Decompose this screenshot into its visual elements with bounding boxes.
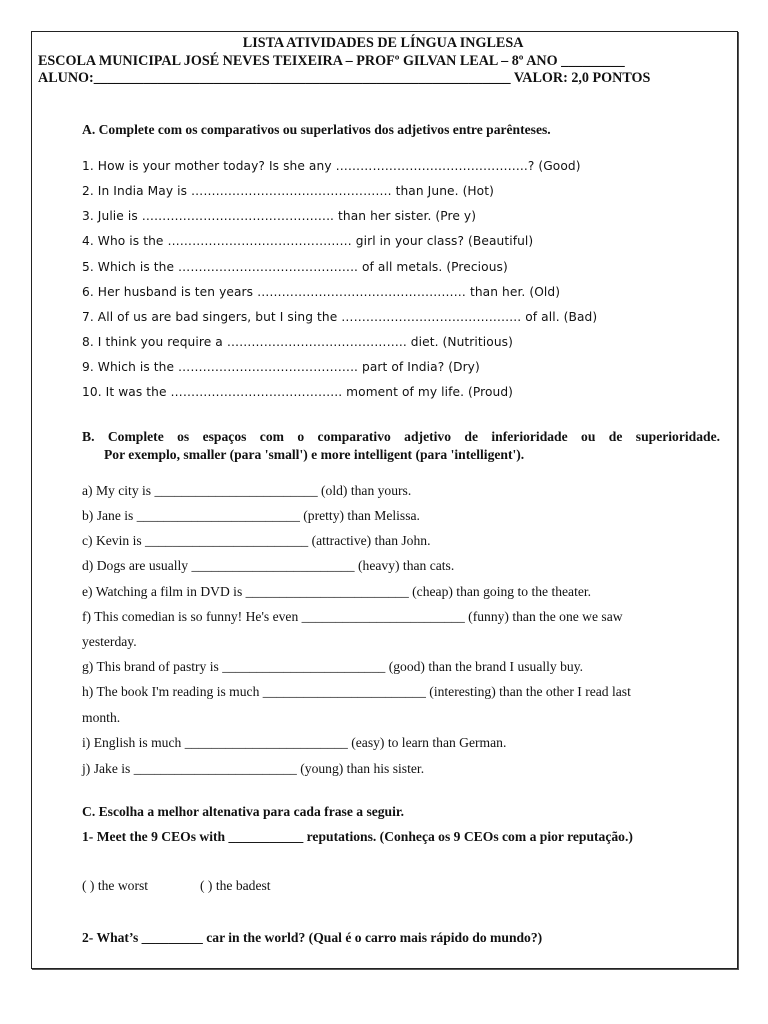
section-b-line-j: j) Jake is ________________________ (young) than his sister. bbox=[82, 761, 425, 776]
section-b-line-i: i) English is much ________________________ (easy) to learn than German. bbox=[82, 735, 507, 750]
section-c-title: C. Escolha a melhor altenativa para cada frase a seguir. bbox=[82, 804, 405, 819]
section-c-question-2: 2- What’s _________ car in the world? (Qual é o carro mais rápido do mundo?) bbox=[82, 930, 543, 945]
section-a-item-9: 9. Which is the …………………………………….. part of India? (Dry) bbox=[82, 360, 480, 374]
section-b-line-h: h) The book I'm reading is much ________________________ (interesting) than the other I read last bbox=[82, 684, 631, 699]
section-b-line-f: f) This comedian is so funny! He's even ________________________ (funny) than the one we saw bbox=[82, 609, 623, 624]
section-a-item-2: 2. In India May is …………………………………………. than June. (Hot) bbox=[82, 184, 494, 198]
section-a-item-8: 8. I think you require a …………………………………….. diet. (Nutritious) bbox=[82, 335, 513, 349]
section-a-item-5: 5. Which is the …………………………………….. of all metals. (Precious) bbox=[82, 260, 508, 274]
section-b-line-d: d) Dogs are usually ________________________ (heavy) than cats. bbox=[82, 558, 455, 573]
section-b-line-c: c) Kevin is ________________________ (attractive) than John. bbox=[82, 533, 431, 548]
section-b-title: B. Complete os espaços com o comparativo adjetivo de inferioridade ou de superioridade. bbox=[82, 429, 720, 444]
section-a-item-10: 10. It was the …………………………………... moment of my life. (Proud) bbox=[82, 385, 514, 399]
option-the-worst[interactable]: ( ) the worst bbox=[82, 878, 149, 893]
student-line: ALUNO:___________________________________________________________ VALOR: 2,0 PONTOS bbox=[38, 70, 651, 86]
section-a-item-3: 3. Julie is ……………………………………….. than her sister. (Pre y) bbox=[82, 209, 477, 223]
section-c-question-1: 1- Meet the 9 CEOs with ___________ reputations. (Conheça os 9 CEOs com a pior reputação.) bbox=[82, 829, 633, 844]
school-line: ESCOLA MUNICIPAL JOSÉ NEVES TEIXEIRA – PROFº GILVAN LEAL – 8º ANO _________ bbox=[38, 52, 625, 69]
section-a-item-1: 1. How is your mother today? Is she any ………………………………………..? (Good) bbox=[82, 159, 581, 173]
option-the-badest[interactable]: ( ) the badest bbox=[200, 878, 271, 893]
worksheet-header bbox=[38, 35, 731, 88]
section-a-item-4: 4. Who is the ……………………………………… girl in your class? (Beautiful) bbox=[82, 234, 534, 248]
section-b-line-f-cont: yesterday. bbox=[82, 634, 137, 649]
section-b-line-h-cont: month. bbox=[82, 710, 121, 725]
section-a-item-6: 6. Her husband is ten years …………………………………………… than her. (Old) bbox=[82, 285, 561, 299]
section-b-line-b: b) Jane is ________________________ (pretty) than Melissa. bbox=[82, 508, 420, 523]
section-a-title: A. Complete com os comparativos ou superlativos dos adjetivos entre parênteses. bbox=[82, 122, 551, 137]
section-a-item-7: 7. All of us are bad singers, but I sing the …………………………………….. of all. (Bad) bbox=[82, 310, 598, 324]
section-b-line-a: a) My city is ________________________ (old) than yours. bbox=[82, 483, 412, 498]
section-b-line-e: e) Watching a film in DVD is ________________________ (cheap) than going to the theater. bbox=[82, 584, 592, 599]
section-b-line-g: g) This brand of pastry is ________________________ (good) than the brand I usually buy. bbox=[82, 659, 584, 674]
worksheet-title: LISTA ATIVIDADES DE LÍNGUA INGLESA bbox=[242, 35, 524, 51]
section-b-subtitle: Por exemplo, smaller (para 'small') e more intelligent (para 'intelligent'). bbox=[104, 447, 525, 462]
